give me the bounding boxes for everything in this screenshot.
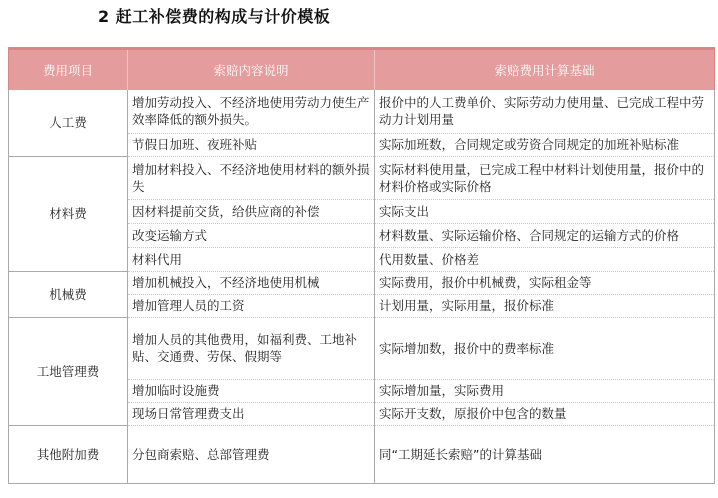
claim-description: 现场日常管理费支出 <box>128 402 375 425</box>
claim-description: 节假日加班、夜班补贴 <box>128 133 375 156</box>
claim-description: 增加管理人员的工资 <box>128 294 375 317</box>
claim-description: 分包商索赔、总部管理费 <box>128 425 375 483</box>
calculation-basis: 代用数量、价格差 <box>375 247 715 271</box>
header-claim-description: 索赔内容说明 <box>128 49 375 91</box>
claim-description: 增加人员的其他费用，如福利费、工地补贴、交通费、劳保、假期等 <box>128 317 375 379</box>
claim-description: 增加材料投入、不经济地使用材料的额外损失 <box>128 156 375 199</box>
page-title: 2 赶工补偿费的构成与计价模板 <box>98 7 331 26</box>
header-fee-item: 费用项目 <box>9 49 128 91</box>
table-row <box>9 317 715 379</box>
calculation-basis: 同“工期延长索赔”的计算基础 <box>375 425 715 483</box>
calculation-basis: 实际开支数，原报价中包含的数量 <box>375 402 715 425</box>
calculation-basis: 实际加班数，合同规定或劳资合同规定的加班补贴标准 <box>375 133 715 156</box>
calculation-basis: 实际费用，报价中机械费，实际租金等 <box>375 271 715 294</box>
table-row <box>9 156 715 199</box>
table-row <box>9 271 715 294</box>
claim-description: 增加机械投入，不经济地使用机械 <box>128 271 375 294</box>
category-other-surcharge: 其他附加费 <box>9 425 128 483</box>
calculation-basis: 材料数量、实际运输价格、合同规定的运输方式的价格 <box>375 223 715 247</box>
table-header-row <box>9 49 715 91</box>
calculation-basis: 实际材料使用量，已完成工程中材料计划使用量，报价中的材料价格或实际价格 <box>375 156 715 199</box>
calculation-basis: 实际支出 <box>375 199 715 223</box>
calculation-basis: 报价中的人工费单价、实际劳动力使用量、已完成工程中劳动力计划用量 <box>375 90 715 133</box>
table-row <box>9 90 715 133</box>
header-calculation-basis: 索赔费用计算基础 <box>375 49 715 91</box>
calculation-basis: 实际增加数，报价中的费率标准 <box>375 317 715 379</box>
compensation-fee-table <box>8 47 715 484</box>
category-machinery: 机械费 <box>9 271 128 317</box>
claim-description: 材料代用 <box>128 247 375 271</box>
claim-description: 增加临时设施费 <box>128 379 375 402</box>
claim-description: 增加劳动投入、不经济地使用劳动力使生产效率降低的额外损失。 <box>128 90 375 133</box>
category-site-management: 工地管理费 <box>9 317 128 425</box>
table-row <box>9 425 715 483</box>
claim-description: 改变运输方式 <box>128 223 375 247</box>
calculation-basis: 实际增加量，实际费用 <box>375 379 715 402</box>
category-labor: 人工费 <box>9 90 128 156</box>
category-material: 材料费 <box>9 156 128 271</box>
calculation-basis: 计划用量，实际用量，报价标准 <box>375 294 715 317</box>
claim-description: 因材料提前交货，给供应商的补偿 <box>128 199 375 223</box>
